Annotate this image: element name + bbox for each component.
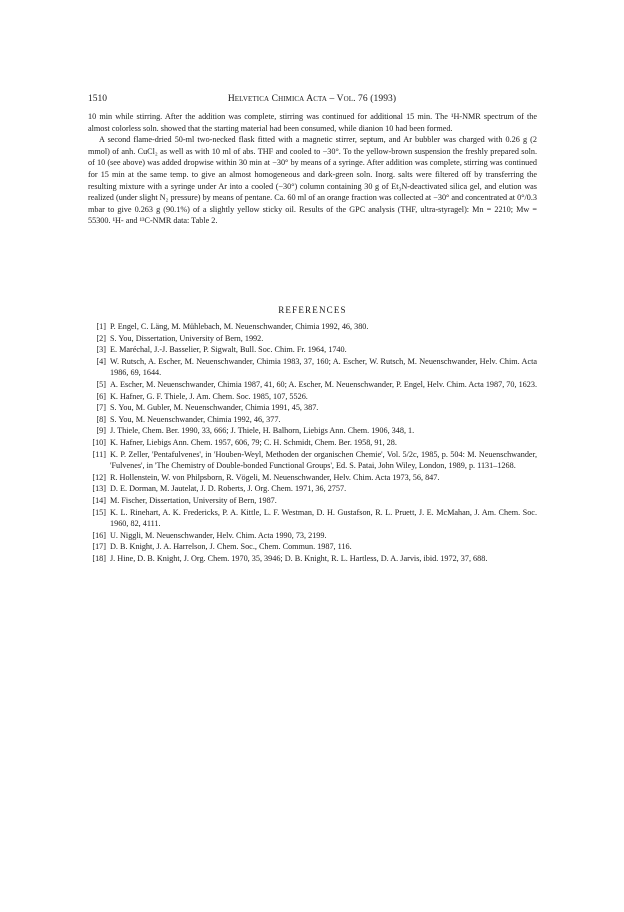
reference-text: A. Escher, M. Neuenschwander, Chimia 1987, 41, 60; A. Escher, M. Neuenschwander, P. Engel, Helv. Chim. Acta 1987, 70, 1623. — [110, 379, 538, 389]
reference-text: R. Hollenstein, W. von Philpsborn, R. Vögeli, M. Neuenschwander, Helv. Chim. Acta 1973, 56, 847. — [110, 472, 440, 482]
reference-text: J. Hine, D. B. Knight, J. Org. Chem. 1970, 35, 3946; D. B. Knight, R. L. Hartless, D. A. Jarvis, ibid. 1972, 37, 688. — [110, 553, 488, 563]
reference-text: K. Hafner, Liebigs Ann. Chem. 1957, 606, 79; C. H. Schmidt, Chem. Ber. 1958, 91, 28. — [110, 437, 397, 447]
reference-number: [2] — [96, 333, 106, 343]
reference-number: [13] — [92, 484, 106, 494]
reference-item — [88, 333, 537, 345]
running-title: Helvetica Chimica Acta – Vol. 76 (1993) — [227, 94, 397, 104]
reference-text: K. Hafner, G. F. Thiele, J. Am. Chem. Soc. 1985, 107, 5526. — [110, 391, 308, 401]
reference-number: [8] — [96, 414, 106, 424]
reference-text: W. Rutsch, A. Escher, M. Neuenschwander, Chimia 1983, 37, 160; A. Escher, W. Rutsch, M. Neuenschwander, Helv. Chim. Acta 1986, 69, 1644. — [110, 356, 537, 378]
reference-number: [17] — [92, 542, 106, 552]
reference-number: [9] — [96, 426, 106, 436]
reference-number: [4] — [96, 356, 106, 366]
reference-number: [18] — [92, 553, 106, 563]
reference-text: J. Thiele, Chem. Ber. 1990, 33, 666; J. Thiele, H. Balhorn, Liebigs Ann. Chem. 1906, 348, 1. — [110, 426, 415, 436]
reference-item — [88, 437, 537, 449]
reference-number: [3] — [96, 345, 106, 355]
reference-text: U. Niggli, M. Neuenschwander, Helv. Chim. Acta 1990, 73, 2199. — [110, 530, 327, 540]
paragraph: A second flame-dried 50-ml two-necked flask fitted with a magnetic stirrer, septum, and Ar bubbler was charged with 0.26 g (2 mmol) of anh. CuCl₂ as well as with 10 ml of abs. THF and cooled to −30°. To the yellow-brown suspension the freshly prepared soln. of 10 (see above) was added dropwise within 30 min at −30° by means of a syringe. After addition was complete, stirring was continued for 15 min at the same temp. to give an almost homogeneous and dark-green soln. Inorg. salts were filtered off by transferring the resulting mixture with a syringe under Ar into a cooled (−30°) column containing 30 g of Et₃N-deactivated silica gel, and elution was realized (under slight N₂ pressure) by means of pentane. Ca. 60 ml of an orange fraction was collected at −30° and concentrated at 0°/0.3 mbar to give 0.263 g (90.1%) of a slightly yellow sticky oil. Results of the GPC analysis (THF, ultra-styragel): Mn = 2210; Mw = 55300. ¹H- and ¹³C-NMR data: Table 2. — [88, 135, 537, 226]
reference-item — [88, 344, 537, 356]
reference-item — [88, 553, 537, 565]
reference-text: M. Fischer, Dissertation, University of Bern, 1987. — [110, 495, 277, 505]
reference-item — [88, 414, 537, 426]
reference-text: S. You, M. Gubler, M. Neuenschwander, Chimia 1991, 45, 387. — [110, 403, 319, 413]
reference-item — [88, 391, 537, 403]
reference-item — [88, 483, 537, 495]
reference-item — [88, 425, 537, 437]
reference-item — [88, 472, 537, 484]
reference-number: [6] — [96, 391, 106, 401]
reference-text: P. Engel, C. Läng, M. Mühlebach, M. Neuenschwander, Chimia 1992, 46, 380. — [110, 322, 369, 331]
body-text — [88, 111, 537, 227]
reference-text: E. Maréchal, J.-J. Basselier, P. Sigwalt, Bull. Soc. Chim. Fr. 1964, 1740. — [110, 345, 347, 355]
reference-text: S. You, Dissertation, University of Bern, 1992. — [110, 333, 264, 343]
references-heading: REFERENCES — [278, 305, 347, 315]
reference-item — [88, 495, 537, 507]
reference-item — [88, 379, 537, 391]
reference-number: [7] — [96, 403, 106, 413]
page-number: 1510 — [88, 94, 107, 104]
references-list — [88, 321, 537, 564]
reference-item — [88, 449, 537, 472]
reference-number: [1] — [96, 322, 106, 331]
reference-text: S. You, M. Neuenschwander, Chimia 1992, 46, 377. — [110, 414, 281, 424]
reference-item — [88, 402, 537, 414]
page-header — [88, 94, 536, 108]
reference-number: [5] — [96, 379, 106, 389]
reference-text: D. E. Dorman, M. Jautelat, J. D. Roberts, J. Org. Chem. 1971, 36, 2757. — [110, 484, 347, 494]
reference-number: [14] — [92, 495, 106, 505]
reference-item — [88, 541, 537, 553]
reference-number: [10] — [92, 437, 106, 447]
reference-item — [88, 530, 537, 542]
reference-number: [11] — [92, 449, 106, 459]
reference-text: K. P. Zeller, 'Pentafulvenes', in 'Houben-Weyl, Methoden der organischen Chemie', Vol. 5/2c, 1985, p. 504: M. Neuenschwander, 'Fulvenes', in 'The Chemistry of Double-bonded Functional Groups', Ed. S. Patai, John Wiley, London, 1989, p. 1131–1268. — [110, 449, 537, 471]
reference-number: [12] — [92, 472, 106, 482]
reference-number: [15] — [92, 507, 106, 517]
reference-item — [88, 507, 537, 530]
reference-number: [16] — [92, 530, 106, 540]
reference-text: D. B. Knight, J. A. Harrelson, J. Chem. Soc., Chem. Commun. 1987, 116. — [110, 542, 352, 552]
paragraph: 10 min while stirring. After the addition was complete, stirring was continued for additional 15 min. The ¹H-NMR spectrum of the almost colorless soln. showed that the starting material had been consumed, while dianion 10 had been formed. — [88, 112, 537, 133]
reference-item — [88, 356, 537, 379]
reference-text: K. L. Rinehart, A. K. Fredericks, P. A. Kittle, L. F. Westman, D. H. Gustafson, R. L. Pruett, J. E. McMahan, J. Am. Chem. Soc. 1960, 82, 4111. — [110, 507, 537, 529]
reference-item — [88, 321, 537, 333]
